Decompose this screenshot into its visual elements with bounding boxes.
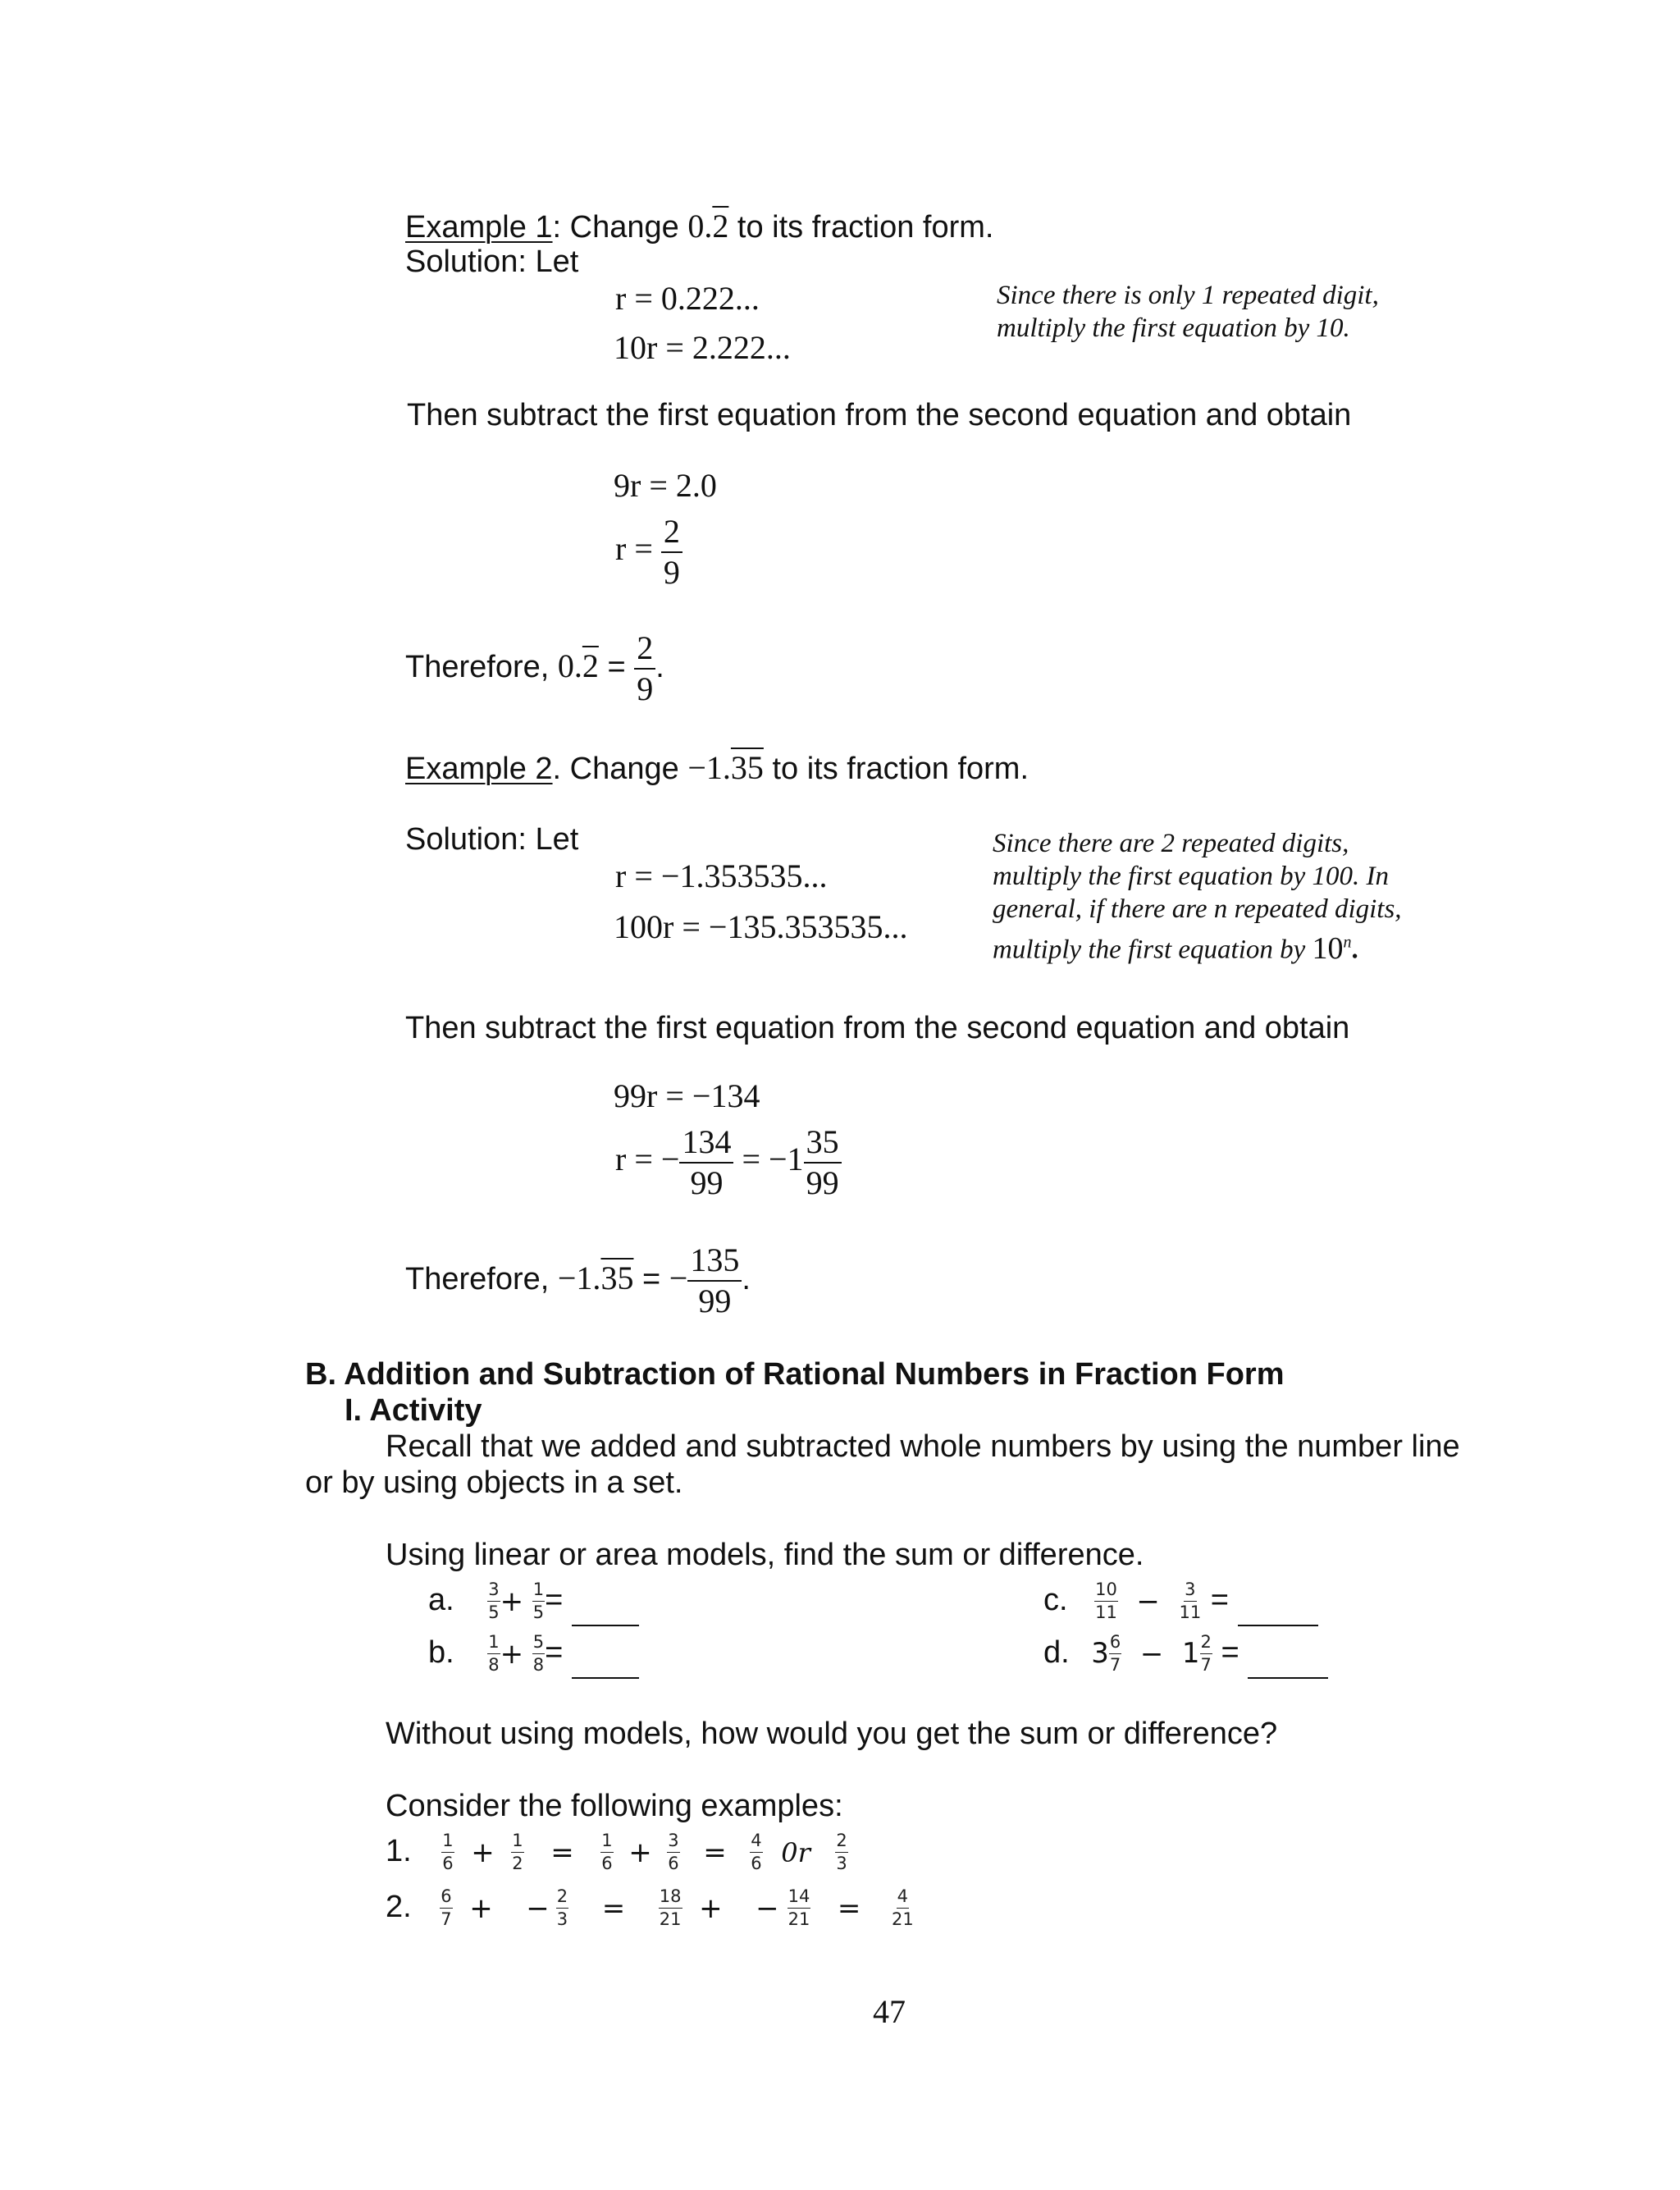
fraction: $\frac{3}{6}$: [668, 1831, 679, 1874]
repeating-decimal: 0.2: [687, 208, 729, 245]
fraction: $\frac{35}{99}$: [804, 1126, 842, 1200]
solution-label: Solution: Let: [405, 245, 579, 279]
fraction: $\frac{6}{7}$: [441, 1886, 452, 1930]
consider-examples: Consider the following examples:: [386, 1789, 843, 1823]
page-number: 47: [873, 1993, 906, 2030]
exercise-d: d. 3 $\frac{6}{7}$ − 1 $\frac{2}{7}$ =: [1043, 1628, 1328, 1679]
fraction: $\frac{4}{6}$: [751, 1831, 762, 1874]
fraction: $\frac{10}{11}$: [1095, 1580, 1117, 1623]
fraction: $\frac{3}{5}$: [488, 1580, 500, 1623]
fraction: $\frac{18}{21}$: [659, 1886, 682, 1930]
equation-1: r = 0.222...: [615, 280, 760, 317]
fraction: $\frac{14}{21}$: [788, 1886, 810, 1930]
answer-blank: [572, 1625, 639, 1626]
worked-example-2: 2. $\frac{6}{7}$ + − $\frac{2}{3}$ = $\frac{18}{21}$ + − $\frac{14}{21}$ = $\frac{4}{21}$: [386, 1886, 914, 1930]
fraction: $\frac{1}{6}$: [601, 1831, 613, 1874]
answer-blank: [572, 1677, 639, 1679]
conclusion-1: Therefore, 0.2 = $\frac{2}{9}$ .: [405, 629, 664, 707]
fraction: $\frac{1}{2}$: [512, 1831, 523, 1874]
subtract-instruction: Then subtract the first equation from the second equation and obtain: [405, 1011, 1350, 1045]
fraction: $\frac{134}{99}$: [679, 1126, 733, 1200]
fraction: $\frac{2}{9}$: [634, 632, 655, 706]
equation-3: 99r = −134: [614, 1077, 760, 1114]
equation-1: r = −1.353535...: [615, 857, 828, 894]
fraction: $\frac{5}{8}$: [532, 1632, 545, 1676]
subtract-instruction: Then subtract the first equation from the second equation and obtain: [407, 398, 1352, 432]
equation-2: 10r = 2.222...: [614, 329, 791, 366]
fraction: $\frac{135}{99}$: [687, 1244, 742, 1318]
fraction: $\frac{2}{3}$: [556, 1886, 568, 1930]
fraction: $\frac{2}{7}$: [1200, 1632, 1212, 1676]
paragraph-line-1: Recall that we added and subtracted whole numbers by using the number line: [386, 1429, 1460, 1464]
fraction: $\frac{6}{7}$: [1109, 1632, 1121, 1676]
fraction: $\frac{2}{3}$: [836, 1831, 847, 1874]
exercise-b: b. $\frac{1}{8}$ + $\frac{5}{8}$ =: [428, 1628, 639, 1679]
side-note-2: Since there are 2 repeated digits, multiply the first equation by 100. In general, if there are n repeated digits, multiply the first equation by 10$^n$.: [993, 829, 1402, 966]
activity-heading: I. Activity: [345, 1393, 482, 1428]
section-heading: B. Addition and Subtraction of Rational Numbers in Fraction Form: [305, 1357, 1285, 1392]
repeating-decimal: −1.35: [687, 749, 764, 786]
equation-2: 100r = −135.353535...: [614, 908, 908, 945]
fraction: $\frac{1}{5}$: [532, 1580, 545, 1623]
example-2-label: Example 2: [405, 752, 553, 786]
worked-example-1: 1. $\frac{1}{6}$ + $\frac{1}{2}$ = $\frac{1}{6}$ + $\frac{3}{6}$ = $\frac{4}{6}$ 0r $\frac{2}{3}$: [386, 1831, 847, 1874]
fraction: $\frac{1}{8}$: [488, 1632, 500, 1676]
solution-label: Solution: Let: [405, 822, 579, 857]
models-instruction: Using linear or area models, find the sum or difference.: [386, 1538, 1144, 1572]
answer-blank: [1248, 1677, 1328, 1679]
equation-3: 9r = 2.0: [614, 467, 717, 504]
example-1-label: Example 1: [405, 210, 553, 245]
exercise-a: a. $\frac{3}{5}$ + $\frac{1}{5}$ =: [428, 1575, 639, 1626]
equation-solution: r = $\frac{2}{9}$: [615, 515, 682, 589]
fraction: $\frac{2}{9}$: [661, 515, 682, 589]
answer-blank: [1238, 1625, 1318, 1626]
fraction: $\frac{3}{11}$: [1179, 1580, 1202, 1623]
paragraph-line-2: or by using objects in a set.: [305, 1465, 683, 1500]
fraction: $\frac{1}{6}$: [442, 1831, 454, 1874]
side-note-1: Since there is only 1 repeated digit, multiply the first equation by 10.: [997, 281, 1379, 343]
equation-solution: r = − $\frac{134}{99}$ = −1 $\frac{35}{99}$: [615, 1126, 842, 1200]
example-2-title: Example 2. Change −1.35 to its fraction form.: [405, 749, 1029, 786]
without-models-question: Without using models, how would you get the sum or difference?: [386, 1717, 1278, 1751]
conclusion-2: Therefore, −1.35 = − $\frac{135}{99}$ .: [405, 1241, 751, 1319]
exercise-c: c. $\frac{10}{11}$ − $\frac{3}{11}$ =: [1043, 1575, 1318, 1626]
fraction: $\frac{4}{21}$: [891, 1886, 914, 1930]
example-1-title: Example 1: Change 0.2 to its fraction form.: [405, 208, 994, 245]
